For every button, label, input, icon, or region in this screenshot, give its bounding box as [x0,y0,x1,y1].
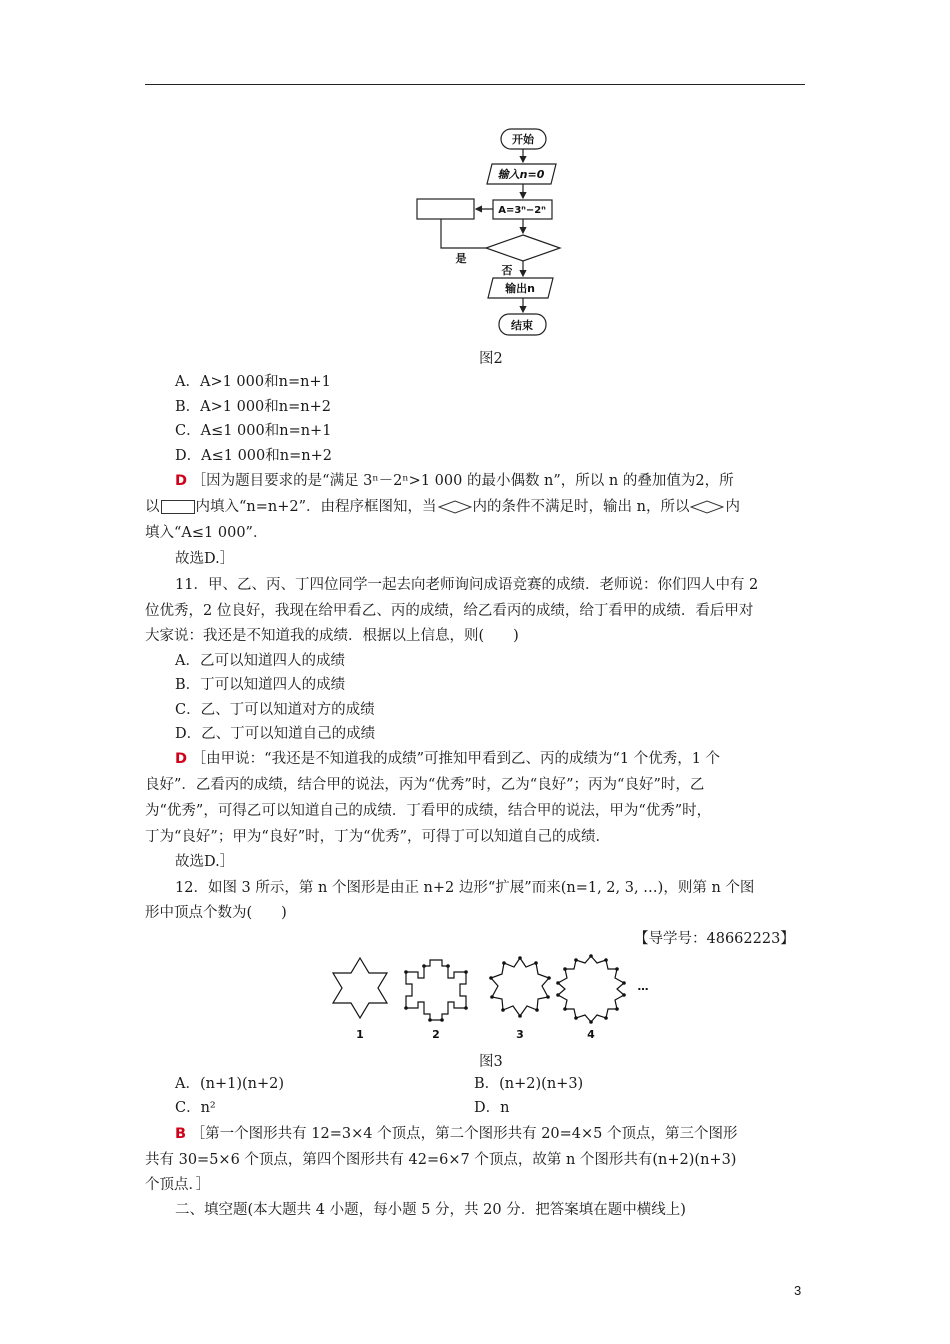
q11-option-a: A．乙可以知道四人的成绩 [175,653,345,669]
figure3-shapes [325,950,665,1045]
start-label: 开始 [512,133,534,146]
q10-exp2c: 内的条件不满足时，输出 n，所以 [472,499,690,515]
q11-line-1: 11．甲、乙、丙、丁四位同学一起去向老师询问成语竞赛的成绩．老师说：你们四人中有 2 [175,577,759,593]
q10-explanation-4: 故选D.］ [175,551,235,567]
q11-explanation-4: 丁为“良好”；甲为“良好”时，丁为“优秀”，可得丁可以知道自己的成绩． [145,829,610,845]
q11-line-2: 位优秀，2 位良好，我现在给甲看乙、丙的成绩，给乙看丙的成绩，给丁看甲的成绩．看后甲对 [145,603,754,619]
section-heading: 二、填空题(本大题共 4 小题，每小题 5 分，共 20 分．把答案填在题中横线上) [175,1202,686,1218]
q11-explanation-2: 良好”．乙看丙的成绩，结合甲的说法，丙为“优秀”时，乙为“良好”；丙为“良好”时，乙 [145,777,705,793]
q11-explanation-3: 为“优秀”，可得乙可以知道自己的成绩．丁看甲的成绩，结合甲的说法，甲为“优秀”时， [145,803,712,819]
q10-option-d: D．A≤1 000和n=n+2 [175,448,332,464]
q12-explanation-3: 个顶点．］ [145,1177,211,1193]
decision-diamond-icon [690,500,724,514]
q11-option-c: C．乙、丁可以知道对方的成绩 [175,702,375,718]
q10-exp2b: 内填入“n=n+2”．由程序框图知，当 [195,499,437,515]
q10-explanation-2 [145,500,740,515]
q12-line-1: 12．如图 3 所示，第 n 个图形是由正 n+2 边形“扩展”而来(n=1, 2, 3, …)，则第 n 个图 [175,880,755,896]
blank-box [417,199,474,219]
figure2-caption: 图2 [479,351,503,367]
q11-explanation-1 [175,752,720,767]
q11-answer: D [175,751,188,767]
q12-option-c: C．n² [175,1100,216,1116]
q10-explanation-3: 填入“A≤1 000”． [145,525,268,541]
shape-2-cross [406,960,466,1020]
shape-3-label: 3 [516,1028,524,1041]
q10-option-b: B．A>1 000和n=n+2 [175,399,331,415]
q12-answer: B [175,1126,187,1142]
shape-1-label: 1 [356,1028,364,1041]
input-label: 输入n=0 [497,168,545,181]
q12-option-d: D．n [474,1100,510,1116]
q11-line-3: 大家说：我还是不知道我的成绩．根据以上信息，则( ) [145,628,519,644]
shape-1-star [333,958,387,1018]
shape-4-label: 4 [587,1028,595,1041]
shape-2-label: 2 [432,1028,440,1041]
no-label: 否 [501,264,513,277]
q12-explanation-2: 共有 30=5×6 个顶点，第四个图形共有 42=6×7 个顶点，故第 n 个图形共有(n+2)(n+3) [145,1152,737,1168]
shape-ellipsis: … [637,980,649,993]
q11-explanation-5: 故选D.］ [175,854,235,870]
flowchart-figure [410,122,570,342]
q10-option-c: C．A≤1 000和n=n+1 [175,423,332,439]
decision-diamond [486,235,560,261]
q10-exp2d: 内 [725,499,740,515]
q12-explanation-1 [175,1127,738,1142]
assign-label: A=3ⁿ−2ⁿ [498,205,546,216]
q12-option-b: B．(n+2)(n+3) [474,1076,584,1092]
q12-exp1: ［第一个图形共有 12=3×4 个顶点，第二个图形共有 20=4×5 个顶点，第三个图形 [190,1126,738,1142]
header-rule [145,84,805,85]
q11-exp1: ［由甲说：“我还是不知道我的成绩”可推知甲看到乙、丙的成绩为“1 个优秀，1 个 [191,751,721,767]
output-label: 输出n [505,282,535,295]
q10-option-a: A．A>1 000和n=n+1 [175,374,331,390]
end-label: 结束 [511,319,533,332]
shape-4-hexagon [558,956,624,1022]
figure3-caption: 图3 [479,1054,503,1070]
shape-3-pentagon [491,958,549,1016]
decision-diamond-icon [438,500,472,514]
q11-option-b: B．丁可以知道四人的成绩 [175,677,346,693]
yes-label: 是 [455,252,467,265]
q12-guide-number: 【导学号：48662223】 [634,931,795,947]
q10-explanation-1 [175,474,734,489]
q12-option-a: A．(n+1)(n+2) [175,1076,285,1092]
page-number: 3 [794,1283,802,1298]
q10-exp1: ［因为题目要求的是“满足 3ⁿ－2ⁿ>1 000 的最小偶数 n”，所以 n 的叠加值为2，所 [191,473,734,489]
process-box-icon [161,500,195,514]
q10-exp2a: 以 [145,499,160,515]
q11-option-d: D．乙、丁可以知道自己的成绩 [175,726,376,742]
q10-answer: D [175,473,188,489]
q12-line-2: 形中顶点个数为( ) [145,905,287,921]
